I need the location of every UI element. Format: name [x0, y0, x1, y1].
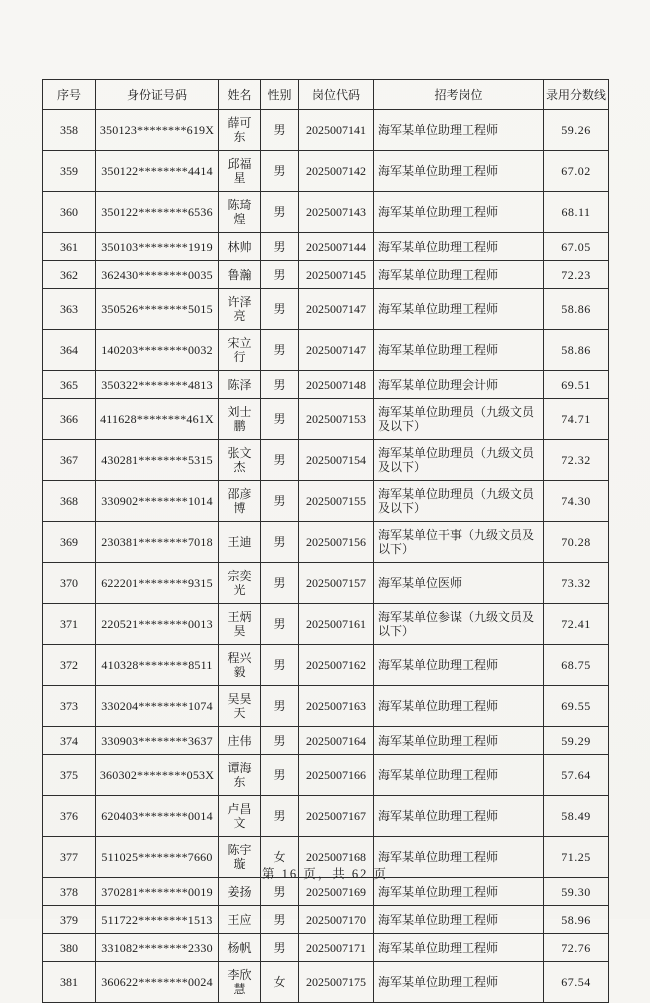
table-row [43, 481, 609, 522]
cell-position-code: 2025007170 [299, 906, 374, 934]
cell-name: 邵彦博 [219, 481, 261, 522]
cell-gender: 男 [261, 878, 299, 906]
cell-name: 姜扬 [219, 878, 261, 906]
table-row [43, 906, 609, 934]
cell-gender: 男 [261, 371, 299, 399]
cell-gender: 男 [261, 686, 299, 727]
table-row [43, 440, 609, 481]
cell-serial-number: 376 [43, 796, 96, 837]
cell-position-code: 2025007156 [299, 522, 374, 563]
cell-id-number: 330903********3637 [96, 727, 219, 755]
cell-gender: 男 [261, 110, 299, 151]
cell-recruitment-position: 海军某单位助理工程师 [374, 934, 544, 962]
table-row [43, 261, 609, 289]
header-name: 姓名 [219, 80, 261, 110]
cell-position-code: 2025007168 [299, 837, 374, 878]
cell-recruitment-position: 海军某单位参谋（九级文员及以下） [374, 604, 544, 645]
cell-position-code: 2025007144 [299, 233, 374, 261]
cell-gender: 男 [261, 481, 299, 522]
cell-gender: 男 [261, 289, 299, 330]
cell-id-number: 511025********7660 [96, 837, 219, 878]
cell-recruitment-position: 海军某单位助理工程师 [374, 906, 544, 934]
cell-position-code: 2025007162 [299, 645, 374, 686]
cell-position-code: 2025007169 [299, 878, 374, 906]
cell-recruitment-position: 海军某单位助理工程师 [374, 686, 544, 727]
table-row [43, 727, 609, 755]
cell-serial-number: 375 [43, 755, 96, 796]
cell-id-number: 331082********2330 [96, 934, 219, 962]
cell-serial-number: 360 [43, 192, 96, 233]
cell-name: 卢昌文 [219, 796, 261, 837]
cell-recruitment-position: 海军某单位助理工程师 [374, 261, 544, 289]
cell-serial-number: 377 [43, 837, 96, 878]
cell-admission-score: 68.11 [544, 192, 609, 233]
cell-position-code: 2025007166 [299, 755, 374, 796]
cell-recruitment-position: 海军某单位助理员（九级文员及以下） [374, 399, 544, 440]
cell-admission-score: 67.02 [544, 151, 609, 192]
cell-id-number: 350122********6536 [96, 192, 219, 233]
cell-id-number: 330204********1074 [96, 686, 219, 727]
cell-gender: 男 [261, 192, 299, 233]
cell-name: 张文杰 [219, 440, 261, 481]
header-id-number: 身份证号码 [96, 80, 219, 110]
header-serial-number: 序号 [43, 80, 96, 110]
cell-name: 庄伟 [219, 727, 261, 755]
cell-gender: 男 [261, 440, 299, 481]
cell-id-number: 350526********5015 [96, 289, 219, 330]
cell-name: 杨帆 [219, 934, 261, 962]
cell-recruitment-position: 海军某单位干事（九级文员及以下） [374, 522, 544, 563]
cell-position-code: 2025007142 [299, 151, 374, 192]
cell-admission-score: 58.86 [544, 330, 609, 371]
cell-recruitment-position: 海军某单位助理工程师 [374, 192, 544, 233]
cell-id-number: 230381********7018 [96, 522, 219, 563]
cell-gender: 男 [261, 604, 299, 645]
cell-serial-number: 371 [43, 604, 96, 645]
table-row [43, 192, 609, 233]
table-row [43, 371, 609, 399]
cell-name: 宗奕光 [219, 563, 261, 604]
page-footer: 第 16 页，共 62 页 [261, 867, 388, 881]
cell-admission-score: 74.30 [544, 481, 609, 522]
table-row [43, 289, 609, 330]
cell-gender: 男 [261, 151, 299, 192]
cell-serial-number: 374 [43, 727, 96, 755]
cell-name: 吴昊天 [219, 686, 261, 727]
cell-name: 李欣慧 [219, 962, 261, 1003]
table-row [43, 755, 609, 796]
cell-gender: 男 [261, 796, 299, 837]
cell-serial-number: 359 [43, 151, 96, 192]
cell-admission-score: 72.23 [544, 261, 609, 289]
table-row [43, 563, 609, 604]
cell-id-number: 350103********1919 [96, 233, 219, 261]
cell-admission-score: 69.55 [544, 686, 609, 727]
cell-gender: 男 [261, 727, 299, 755]
cell-id-number: 330902********1014 [96, 481, 219, 522]
cell-position-code: 2025007167 [299, 796, 374, 837]
cell-recruitment-position: 海军某单位助理工程师 [374, 755, 544, 796]
cell-gender: 男 [261, 522, 299, 563]
cell-admission-score: 58.86 [544, 289, 609, 330]
cell-position-code: 2025007163 [299, 686, 374, 727]
cell-name: 陈琦煌 [219, 192, 261, 233]
cell-gender: 男 [261, 563, 299, 604]
cell-serial-number: 366 [43, 399, 96, 440]
cell-name: 邱福星 [219, 151, 261, 192]
cell-gender: 男 [261, 906, 299, 934]
table-row [43, 934, 609, 962]
cell-id-number: 362430********0035 [96, 261, 219, 289]
cell-serial-number: 363 [43, 289, 96, 330]
table-row [43, 522, 609, 563]
table-row [43, 330, 609, 371]
cell-name: 林帅 [219, 233, 261, 261]
cell-admission-score: 72.76 [544, 934, 609, 962]
cell-id-number: 622201********9315 [96, 563, 219, 604]
cell-id-number: 350123********619X [96, 110, 219, 151]
cell-id-number: 411628********461X [96, 399, 219, 440]
cell-admission-score: 69.51 [544, 371, 609, 399]
cell-gender: 男 [261, 399, 299, 440]
cell-gender: 女 [261, 837, 299, 878]
cell-gender: 女 [261, 962, 299, 1003]
table-row [43, 645, 609, 686]
cell-serial-number: 367 [43, 440, 96, 481]
table-row [43, 399, 609, 440]
cell-gender: 男 [261, 261, 299, 289]
cell-recruitment-position: 海军某单位医师 [374, 563, 544, 604]
cell-name: 宋立行 [219, 330, 261, 371]
cell-serial-number: 378 [43, 878, 96, 906]
cell-serial-number: 358 [43, 110, 96, 151]
cell-serial-number: 361 [43, 233, 96, 261]
cell-admission-score: 57.64 [544, 755, 609, 796]
cell-position-code: 2025007153 [299, 399, 374, 440]
cell-id-number: 140203********0032 [96, 330, 219, 371]
cell-id-number: 350122********4414 [96, 151, 219, 192]
cell-position-code: 2025007141 [299, 110, 374, 151]
cell-gender: 男 [261, 233, 299, 261]
cell-name: 王炳昊 [219, 604, 261, 645]
cell-id-number: 511722********1513 [96, 906, 219, 934]
cell-gender: 男 [261, 934, 299, 962]
header-recruitment-position: 招考岗位 [374, 80, 544, 110]
cell-id-number: 360302********053X [96, 755, 219, 796]
cell-position-code: 2025007154 [299, 440, 374, 481]
cell-name: 陈宇璇 [219, 837, 261, 878]
table-row [43, 233, 609, 261]
cell-id-number: 620403********0014 [96, 796, 219, 837]
cell-admission-score: 72.32 [544, 440, 609, 481]
cell-name: 程兴毅 [219, 645, 261, 686]
cell-gender: 男 [261, 645, 299, 686]
cell-serial-number: 379 [43, 906, 96, 934]
cell-recruitment-position: 海军某单位助理工程师 [374, 110, 544, 151]
cell-id-number: 350322********4813 [96, 371, 219, 399]
table-row [43, 962, 609, 1003]
cell-admission-score: 58.49 [544, 796, 609, 837]
cell-name: 王迪 [219, 522, 261, 563]
cell-recruitment-position: 海军某单位助理工程师 [374, 151, 544, 192]
cell-position-code: 2025007145 [299, 261, 374, 289]
cell-position-code: 2025007143 [299, 192, 374, 233]
table-row [43, 796, 609, 837]
cell-recruitment-position: 海军某单位助理工程师 [374, 645, 544, 686]
header-position-code: 岗位代码 [299, 80, 374, 110]
cell-position-code: 2025007147 [299, 330, 374, 371]
cell-name: 谭海东 [219, 755, 261, 796]
cell-serial-number: 368 [43, 481, 96, 522]
cell-id-number: 430281********5315 [96, 440, 219, 481]
header-gender: 性别 [261, 80, 299, 110]
cell-admission-score: 74.71 [544, 399, 609, 440]
cell-position-code: 2025007175 [299, 962, 374, 1003]
cell-admission-score: 67.54 [544, 962, 609, 1003]
cell-admission-score: 59.29 [544, 727, 609, 755]
cell-serial-number: 365 [43, 371, 96, 399]
table-row [43, 151, 609, 192]
cell-admission-score: 72.41 [544, 604, 609, 645]
cell-recruitment-position: 海军某单位助理工程师 [374, 837, 544, 878]
cell-position-code: 2025007157 [299, 563, 374, 604]
table-row [43, 110, 609, 151]
cell-serial-number: 369 [43, 522, 96, 563]
cell-position-code: 2025007155 [299, 481, 374, 522]
cell-name: 许泽亮 [219, 289, 261, 330]
cell-recruitment-position: 海军某单位助理工程师 [374, 796, 544, 837]
cell-serial-number: 370 [43, 563, 96, 604]
cell-serial-number: 373 [43, 686, 96, 727]
cell-name: 陈泽 [219, 371, 261, 399]
cell-admission-score: 59.26 [544, 110, 609, 151]
cell-name: 薛可东 [219, 110, 261, 151]
cell-gender: 男 [261, 755, 299, 796]
cell-serial-number: 362 [43, 261, 96, 289]
cell-admission-score: 59.30 [544, 878, 609, 906]
table-row [43, 686, 609, 727]
cell-position-code: 2025007147 [299, 289, 374, 330]
cell-admission-score: 70.28 [544, 522, 609, 563]
cell-serial-number: 372 [43, 645, 96, 686]
cell-recruitment-position: 海军某单位助理会计师 [374, 371, 544, 399]
cell-recruitment-position: 海军某单位助理工程师 [374, 233, 544, 261]
cell-id-number: 410328********8511 [96, 645, 219, 686]
table-row [43, 604, 609, 645]
cell-id-number: 220521********0013 [96, 604, 219, 645]
table-header-row [43, 80, 609, 110]
cell-name: 王应 [219, 906, 261, 934]
cell-gender: 男 [261, 330, 299, 371]
cell-recruitment-position: 海军某单位助理工程师 [374, 878, 544, 906]
cell-position-code: 2025007171 [299, 934, 374, 962]
cell-admission-score: 58.96 [544, 906, 609, 934]
cell-position-code: 2025007161 [299, 604, 374, 645]
cell-recruitment-position: 海军某单位助理工程师 [374, 727, 544, 755]
cell-name: 刘士鹏 [219, 399, 261, 440]
cell-id-number: 370281********0019 [96, 878, 219, 906]
cell-admission-score: 68.75 [544, 645, 609, 686]
cell-serial-number: 364 [43, 330, 96, 371]
cell-admission-score: 73.32 [544, 563, 609, 604]
cell-position-code: 2025007164 [299, 727, 374, 755]
cell-admission-score: 67.05 [544, 233, 609, 261]
cell-admission-score: 71.25 [544, 837, 609, 878]
header-admission-score: 录用分数线 [544, 80, 609, 110]
cell-name: 鲁瀚 [219, 261, 261, 289]
cell-recruitment-position: 海军某单位助理员（九级文员及以下） [374, 481, 544, 522]
cell-serial-number: 380 [43, 934, 96, 962]
cell-position-code: 2025007148 [299, 371, 374, 399]
cell-recruitment-position: 海军某单位助理工程师 [374, 289, 544, 330]
cell-recruitment-position: 海军某单位助理员（九级文员及以下） [374, 440, 544, 481]
cell-id-number: 360622********0024 [96, 962, 219, 1003]
cell-serial-number: 381 [43, 962, 96, 1003]
cell-recruitment-position: 海军某单位助理工程师 [374, 962, 544, 1003]
cell-recruitment-position: 海军某单位助理工程师 [374, 330, 544, 371]
